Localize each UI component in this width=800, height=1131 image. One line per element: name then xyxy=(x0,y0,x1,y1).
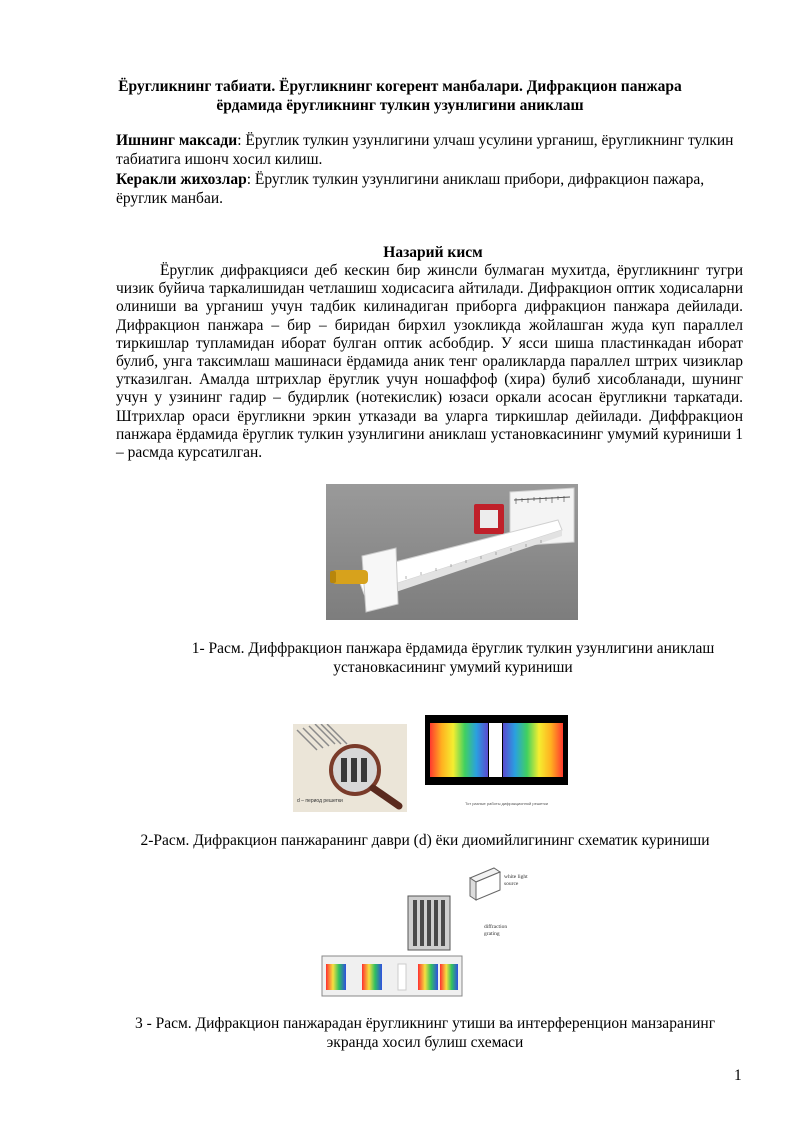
goal-paragraph xyxy=(116,131,750,169)
goal-label: Ишнинг максади xyxy=(116,132,238,149)
figure-1-apparatus-photo xyxy=(326,484,578,620)
figure-3-diffraction-schematic xyxy=(318,866,538,1000)
figure-1-caption: 1- Расм. Диффракцион панжара ёрдамида ёруглик тулкин узунлигини аниклаш установкасининг умумий куриниши xyxy=(191,640,715,676)
figure-3-source-label: white light source xyxy=(504,874,528,887)
figure-2-spectrum-image xyxy=(425,715,568,810)
figure-2-caption: 2-Расм. Дифракцион панжаранинг даври (d) ёки диомийлигининг схематик куриниши xyxy=(140,832,710,849)
goal-text: : Ёруглик тулкин узунлигини улчаш усулини урганиш, ёругликнинг тулкин табиатига ишонч хосил килиш. xyxy=(116,132,734,168)
figure-3-grating-label: diffraction grating xyxy=(484,924,508,937)
body-paragraph: Ёруглик дифракцияси деб кескин бир жинсли булмаган мухитда, ёругликнинг тугри чизик буйича таркалишидан четлашиш ходисасига айтилади. Дифракцион оптик ходисаларни олиниши ва урганиш учун тадбик килинадиган приборга дифракцион панжара дейилади. Дифракцион панжара – бир – биридан бирхил узокликда жойлашган жуда куп параллел тиркишлар тупламидан иборат булган оптик асбобдир. У ясси шиша пластинкадан иборат булиб, унга таксимлаш машинаси ёрдамида аник тенг ораликларда параллел штрих чизиклар утказилган. Амалда штрихлар ёруглик учун ношаффоф (хира) булиб хисобланади, шунинг учун у узининг гадир – будирлик (нотекислик) юзаси оркали асосан ёругликни таркатади. Штрихлар ораси ёругликни эркин утказади ва уларга тиркишлар дейилади. Диффракцион панжара ёрдамида ёруглик тулкин узунлигини аниклаш установкасининг умумий куриниши 1 – расмда курсатилган. xyxy=(116,262,743,462)
figure-2-period-label: d – период решетки xyxy=(297,798,343,804)
page-number: 1 xyxy=(734,1067,742,1084)
equipment-label: Керакли жихозлар xyxy=(116,171,247,188)
figure-2-spectrum-note: Тот разные работы дифракционной решетки xyxy=(465,801,548,806)
equipment-paragraph xyxy=(116,170,750,208)
figure-2-magnifier-image xyxy=(293,724,407,812)
equipment-text: : Ёруглик тулкин узунлигини аниклаш прибори, дифракцион пажара, ёруглик манбаи. xyxy=(116,171,705,207)
figure-3-caption: 3 - Расм. Дифракцион панжарадан ёругликнинг утиши ва интерференцион манзаранинг экранда хосил булиш схемаси xyxy=(134,1015,716,1051)
section-heading: Назарий кисм xyxy=(383,244,483,261)
document-title: Ёругликнинг табиати. Ёругликнинг когерент манбалари. Дифракцион панжара ёрдамида ёругликнинг тулкин узунлигини аниклаш xyxy=(118,78,682,114)
